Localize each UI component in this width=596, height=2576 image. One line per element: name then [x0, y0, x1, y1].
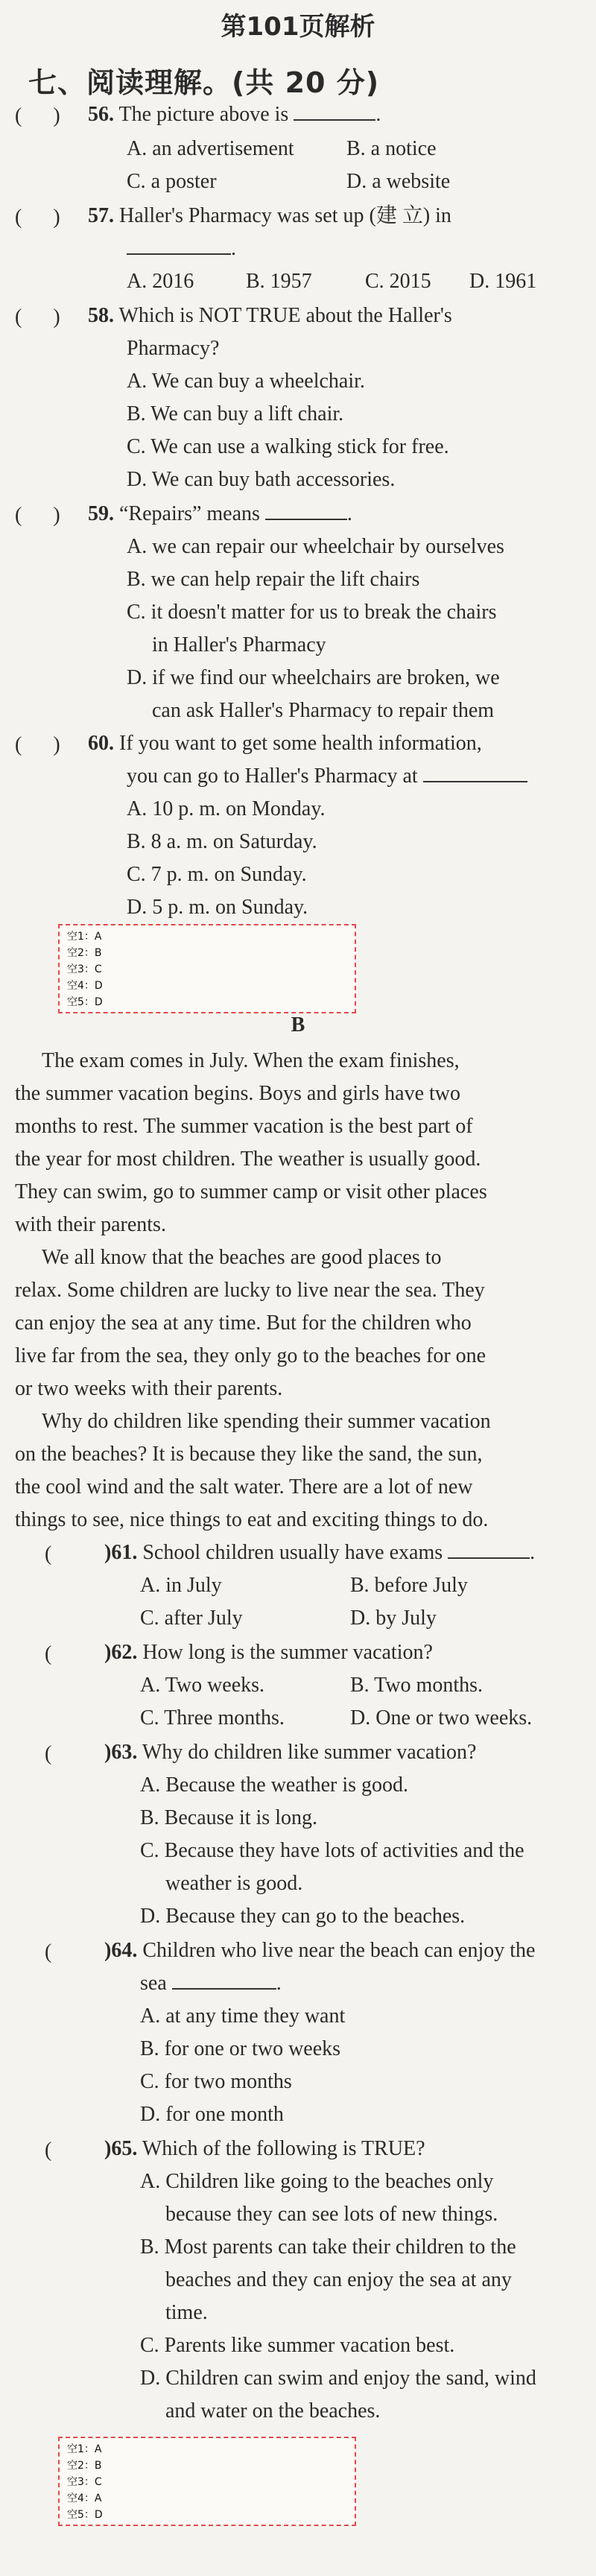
- answer-bracket: ( ): [15, 306, 60, 329]
- answer-blank: [265, 501, 347, 520]
- answer-line: 空2：B: [67, 2460, 102, 2472]
- answer-line: 空3：C: [67, 963, 102, 975]
- question-text-cont: [127, 760, 527, 793]
- answer-line: 空1：A: [67, 931, 102, 943]
- passage-line: relax. Some children are lucky to live near the sea. They: [15, 1279, 485, 1302]
- option: B. 1957: [246, 270, 312, 293]
- question-number: )62.: [104, 1641, 138, 1664]
- passage-line: the cool wind and the salt water. There are a lot of new: [15, 1475, 473, 1499]
- question-text: Which of the following is TRUE?: [142, 2137, 425, 2160]
- question-57: [88, 200, 451, 232]
- question-text: Why do children like summer vacation?: [142, 1741, 477, 1764]
- option: B. for one or two weeks: [140, 2037, 341, 2060]
- question-text: School children usually have exams: [142, 1541, 443, 1564]
- passage-line: the summer vacation begins. Boys and girls have two: [15, 1082, 460, 1105]
- option: D. 1961: [469, 270, 537, 293]
- question-number: )63.: [104, 1741, 138, 1764]
- question-text-cont: [140, 1967, 282, 2000]
- passage-title: B: [291, 1013, 305, 1037]
- option: D. if we find our wheelchairs are broken, we: [127, 666, 500, 689]
- option: D. a website: [346, 170, 451, 193]
- passage-line: can enjoy the sea at any time. But for the children who: [15, 1311, 472, 1335]
- option: B. before July: [350, 1574, 468, 1597]
- question-number: 59.: [88, 502, 114, 525]
- option: A. Two weeks.: [140, 1674, 265, 1697]
- option-cont: can ask Haller's Pharmacy to repair them: [152, 699, 495, 722]
- option: C. We can use a walking stick for free.: [127, 435, 449, 458]
- option: B. 8 a. m. on Saturday.: [127, 830, 317, 853]
- question-number: 60.: [88, 732, 114, 755]
- question-60: [88, 727, 482, 760]
- answer-line: 空4：D: [67, 980, 103, 992]
- question-text: If you want to get some health information,: [119, 732, 482, 755]
- section-title: 七、阅读理解。(共 20 分): [28, 66, 380, 99]
- answer-bracket: (: [45, 1742, 83, 1765]
- question-text: sea: [140, 1972, 167, 1995]
- option: C. 7 p. m. on Sunday.: [127, 863, 307, 886]
- option-cont: beaches and they can enjoy the sea at any: [165, 2268, 512, 2291]
- answer-bracket: (: [45, 2139, 83, 2162]
- option: B. a notice: [346, 137, 437, 160]
- passage-line: things to see, nice things to eat and exciting things to do.: [15, 1508, 489, 1531]
- question-text-end: .: [530, 1541, 536, 1564]
- question-58: [88, 300, 452, 332]
- question-text: Haller's Pharmacy was set up (建 立) in: [119, 204, 451, 227]
- option: B. Because it is long.: [140, 1806, 317, 1829]
- question-57-blank-line: [127, 232, 236, 265]
- option: C. for two months: [140, 2070, 292, 2093]
- question-text: “Repairs” means: [119, 502, 260, 525]
- answer-bracket: (: [45, 1542, 83, 1566]
- page-header: 第101页解析: [221, 12, 375, 42]
- question-text: Children who live near the beach can enjoy the: [142, 1939, 536, 1962]
- question-text-cont: Pharmacy?: [127, 337, 220, 360]
- option: A. we can repair our wheelchair by ourselves: [127, 535, 504, 558]
- passage-line: The exam comes in July. When the exam finishes,: [42, 1049, 460, 1072]
- question-61: [104, 1537, 535, 1569]
- option: A. 10 p. m. on Monday.: [127, 797, 326, 820]
- option: D. One or two weeks.: [350, 1706, 533, 1730]
- answer-line: 空5：D: [67, 996, 103, 1008]
- answer-line: 空2：B: [67, 947, 102, 959]
- passage-line: live far from the sea, they only go to the beaches for one: [15, 1344, 486, 1367]
- option-cont: in Haller's Pharmacy: [152, 633, 326, 656]
- question-text-end: .: [346, 502, 352, 525]
- answer-blank: [127, 235, 231, 255]
- question-65: [104, 2133, 425, 2165]
- option: A. We can buy a wheelchair.: [127, 370, 365, 393]
- answer-blank: [448, 1539, 530, 1559]
- answer-line: 空3：C: [67, 2476, 102, 2488]
- option: A. an advertisement: [127, 137, 294, 160]
- option-cont: because they can see lots of new things.: [165, 2203, 498, 2226]
- option: B. Most parents can take their children to the: [140, 2235, 516, 2259]
- question-text: The picture above is: [118, 103, 289, 126]
- option: D. Children can swim and enjoy the sand, wind: [140, 2367, 536, 2390]
- option: D. Because they can go to the beaches.: [140, 1905, 466, 1928]
- passage-line: Why do children like spending their summer vacation: [42, 1410, 491, 1433]
- passage-line: with their parents.: [15, 1213, 166, 1236]
- option: D. 5 p. m. on Sunday.: [127, 896, 308, 919]
- option: B. we can help repair the lift chairs: [127, 568, 420, 591]
- passage-line: the year for most children. The weather is usually good.: [15, 1148, 481, 1171]
- question-number: )64.: [104, 1939, 138, 1962]
- passage-paragraph-2: [15, 1241, 589, 1405]
- answer-key-box: [58, 2437, 356, 2526]
- answer-bracket: ( ): [15, 733, 60, 756]
- option: A. at any time they want: [140, 2004, 346, 2028]
- question-62: [104, 1636, 433, 1669]
- question-number: 58.: [88, 304, 114, 327]
- option-cont: and water on the beaches.: [165, 2399, 381, 2422]
- option: A. Children like going to the beaches only: [140, 2170, 494, 2193]
- answer-bracket: ( ): [15, 504, 60, 527]
- answer-line: 空5：D: [67, 2509, 103, 2521]
- question-56: [88, 98, 381, 131]
- question-number: 57.: [88, 204, 114, 227]
- question-number: )65.: [104, 2137, 138, 2160]
- passage-line: or two weeks with their parents.: [15, 1377, 283, 1400]
- passage-line: on the beaches? It is because they like the sand, the sun,: [15, 1443, 483, 1466]
- answer-bracket: (: [45, 1940, 83, 1963]
- question-63: [104, 1736, 476, 1769]
- option: C. a poster: [127, 170, 217, 193]
- passage-line: We all know that the beaches are good places to: [42, 1246, 442, 1269]
- option: A. in July: [140, 1574, 222, 1597]
- option: D. by July: [350, 1607, 437, 1630]
- answer-bracket: (: [45, 1642, 83, 1665]
- option: C. after July: [140, 1607, 243, 1630]
- answer-key-box: [58, 924, 356, 1013]
- question-text: you can go to Haller's Pharmacy at: [127, 765, 418, 788]
- question-number: 56.: [88, 103, 114, 126]
- option: B. Two months.: [350, 1674, 483, 1697]
- option: A. Because the weather is good.: [140, 1773, 408, 1797]
- option: C. Three months.: [140, 1706, 285, 1730]
- answer-bracket: ( ): [15, 206, 60, 229]
- option: D. for one month: [140, 2103, 284, 2126]
- option-cont: time.: [165, 2301, 208, 2324]
- option: B. We can buy a lift chair.: [127, 402, 344, 425]
- question-text-end: .: [231, 237, 236, 260]
- answer-line: 空1：A: [67, 2443, 102, 2455]
- option: C. 2015: [365, 270, 431, 293]
- passage-line: They can swim, go to summer camp or visit other places: [15, 1180, 487, 1203]
- question-number: )61.: [104, 1541, 138, 1564]
- answer-blank: [172, 1970, 276, 1990]
- passage-paragraph-1: [15, 1045, 589, 1241]
- option: A. 2016: [127, 270, 194, 293]
- question-64: [104, 1934, 535, 1967]
- option: C. Because they have lots of activities and the: [140, 1839, 524, 1862]
- answer-bracket: ( ): [15, 104, 60, 127]
- option: C. it doesn't matter for us to break the chairs: [127, 601, 497, 624]
- option-cont: weather is good.: [165, 1872, 303, 1895]
- question-text: Which is NOT TRUE about the Haller's: [118, 304, 452, 327]
- question-59: [88, 498, 352, 531]
- passage-line: months to rest. The summer vacation is the best part of: [15, 1115, 473, 1138]
- question-text: How long is the summer vacation?: [142, 1641, 433, 1664]
- question-text-end: .: [375, 103, 381, 126]
- option: C. Parents like summer vacation best.: [140, 2334, 455, 2357]
- answer-blank: [423, 763, 527, 782]
- answer-line: 空4：A: [67, 2493, 102, 2504]
- option: D. We can buy bath accessories.: [127, 468, 396, 491]
- answer-blank: [294, 101, 375, 121]
- passage-paragraph-3: [15, 1405, 589, 1537]
- question-text-end: .: [276, 1972, 282, 1995]
